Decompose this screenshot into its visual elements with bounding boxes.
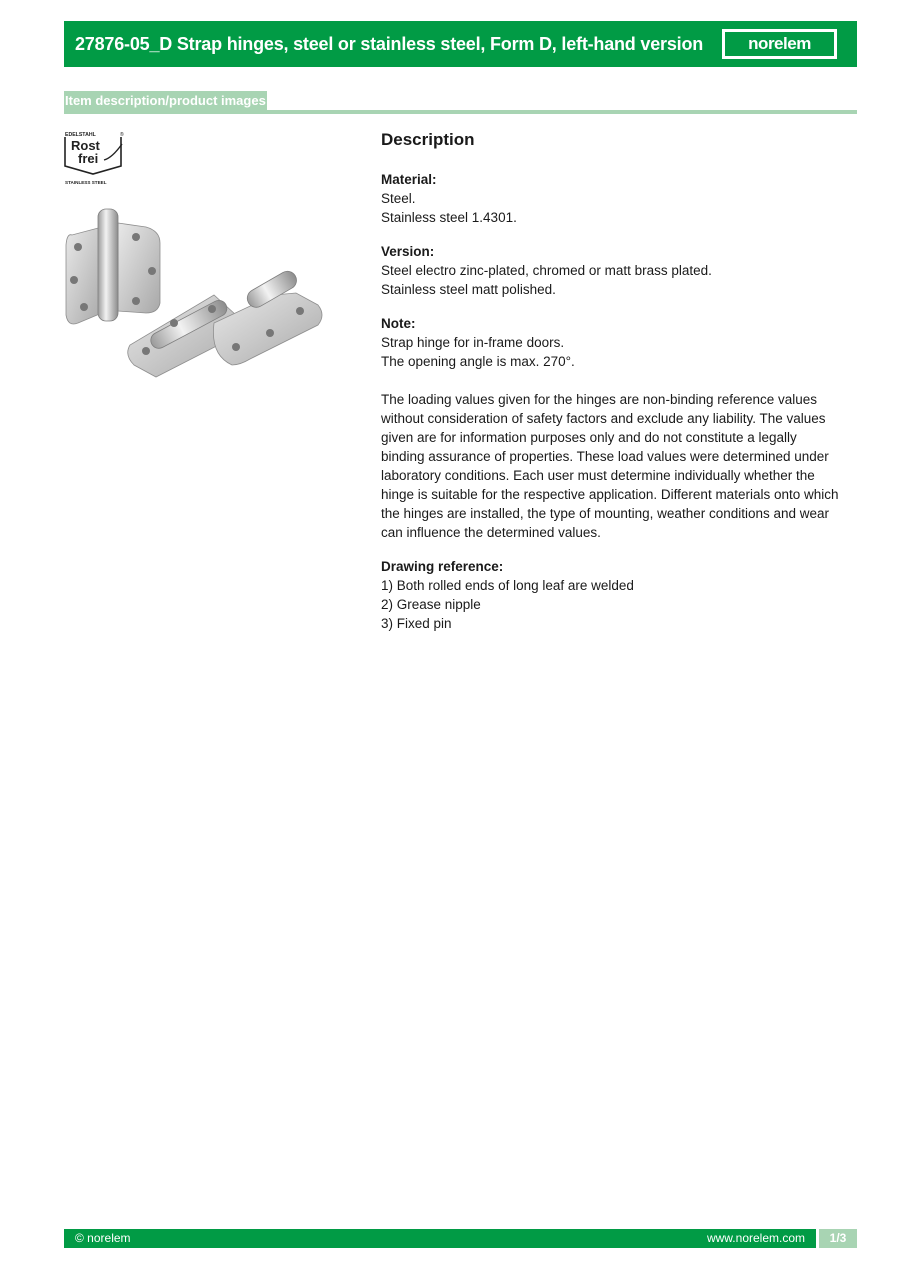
drawing-reference-line: 1) Both rolled ends of long leaf are welded — [381, 578, 634, 593]
drawing-reference-label: Drawing reference: — [381, 559, 504, 574]
page-title: 27876-05_D Strap hinges, steel or stainless steel, Form D, left-hand version — [75, 33, 704, 54]
version-block — [381, 242, 841, 299]
note-line: The opening angle is max. 270°. — [381, 354, 575, 369]
description-heading: Description — [381, 130, 475, 149]
footer-bar — [64, 1229, 816, 1248]
footer-website-link[interactable]: www.norelem.com — [706, 1231, 805, 1245]
badge-bottom-text: STAINLESS STEEL — [65, 180, 107, 185]
drawing-reference-block — [381, 557, 841, 633]
section-divider — [64, 110, 857, 114]
version-line: Steel electro zinc-plated, chromed or matt brass plated. — [381, 263, 712, 278]
badge-line1: Rost — [71, 138, 100, 153]
badge-top-text: EDELSTAHL — [65, 132, 96, 138]
brand-logo-text: norelem — [725, 32, 834, 56]
section-label: Item description/product images — [65, 93, 266, 108]
badge-registered: ® — [120, 132, 124, 138]
drawing-reference-line: 3) Fixed pin — [381, 616, 452, 631]
header-bar — [64, 21, 857, 67]
rostfrei-badge-icon — [64, 130, 128, 186]
note-label: Note: — [381, 316, 416, 331]
hinge-product-image — [64, 205, 326, 380]
material-line: Stainless steel 1.4301. — [381, 210, 517, 225]
description-content — [381, 129, 841, 648]
disclaimer-paragraph: The loading values given for the hinges are non-binding reference values without consideration of safety factors and exclude any liability. The values given are for information purposes only and do not constitute a legally binding assurance of properties. These load values were determined under laboratory conditions. Each user must determine individually whether the hinge is suitable for the respective application. Different materials onto which the hinges are installed, the type of mounting, weather conditions and wear can influence the determined values. — [381, 392, 839, 540]
badge-line2: frei — [78, 151, 99, 166]
drawing-reference-line: 2) Grease nipple — [381, 597, 481, 612]
note-line: Strap hinge for in-frame doors. — [381, 335, 565, 350]
material-label: Material: — [381, 172, 437, 187]
material-block — [381, 170, 841, 227]
note-block — [381, 314, 841, 542]
version-line: Stainless steel matt polished. — [381, 282, 556, 297]
footer-copyright: © norelem — [75, 1231, 131, 1245]
material-line: Steel. — [381, 191, 416, 206]
norelem-logo — [722, 29, 837, 59]
page-number: 1/3 — [819, 1229, 857, 1248]
version-label: Version: — [381, 244, 435, 259]
